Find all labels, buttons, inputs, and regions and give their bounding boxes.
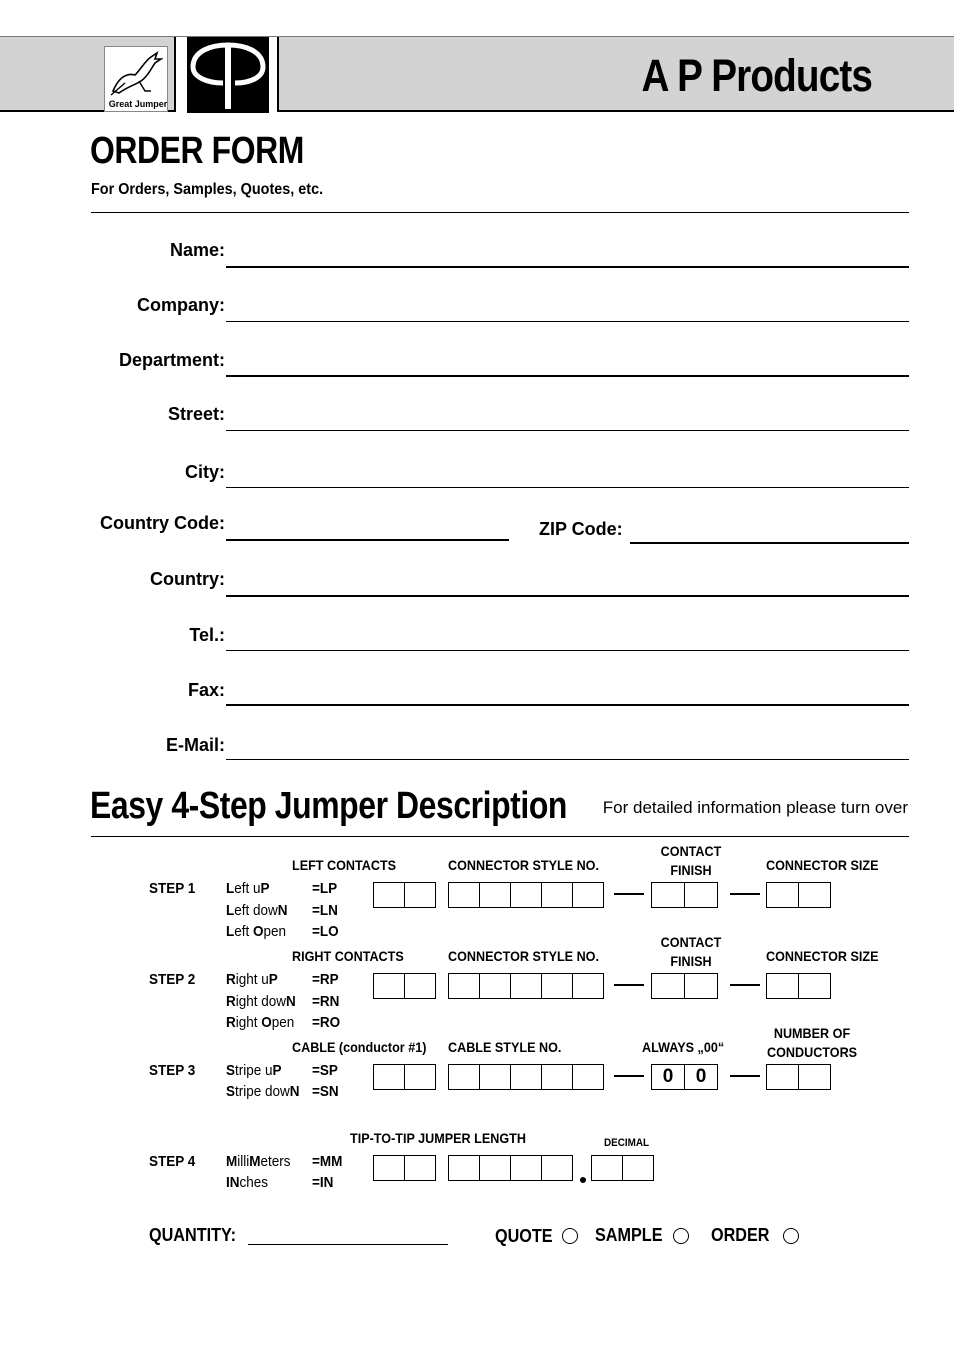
entry-box[interactable] <box>373 973 405 999</box>
entry-box[interactable] <box>766 1064 799 1090</box>
step2-contacts-boxes[interactable] <box>373 973 436 999</box>
option-stripe-up: Stripe uP <box>226 1062 282 1079</box>
step2-style-boxes[interactable] <box>448 973 604 999</box>
option-inches: INches <box>226 1174 269 1191</box>
country-label: Country: <box>150 569 225 589</box>
order-radio[interactable] <box>783 1228 799 1244</box>
quantity-label: QUANTITY: <box>149 1225 236 1245</box>
always-00-header: ALWAYS „00“ <box>642 1039 725 1055</box>
quantity-field[interactable] <box>248 1244 448 1245</box>
entry-box[interactable] <box>572 882 604 908</box>
zip-label: ZIP Code: <box>539 519 623 539</box>
step4-decimal-boxes[interactable] <box>591 1155 654 1181</box>
step4-label: STEP 4 <box>149 1153 196 1170</box>
code-lo: =LO <box>312 923 339 940</box>
option-left-down: Left dowN <box>226 902 288 919</box>
department-label: Department: <box>118 350 225 370</box>
entry-box[interactable] <box>404 882 436 908</box>
email-field[interactable] <box>226 759 909 760</box>
step1-style-boxes[interactable] <box>448 882 604 908</box>
entry-box[interactable] <box>541 973 573 999</box>
step1-contacts-boxes[interactable] <box>373 882 436 908</box>
entry-box[interactable] <box>404 973 436 999</box>
connector-style-header: CONNECTOR STYLE NO. <box>448 948 599 964</box>
decimal-header: DECIMAL <box>604 1137 650 1149</box>
entry-box[interactable] <box>541 882 573 908</box>
fax-field[interactable] <box>226 704 909 706</box>
step1-label: STEP 1 <box>149 880 196 897</box>
contact-header-line2: FINISH <box>670 953 712 969</box>
code-sp: =SP <box>312 1062 338 1079</box>
contact-header-line1: CONTACT <box>660 934 722 950</box>
separator-dash <box>614 1075 644 1077</box>
step2-label: STEP 2 <box>149 971 196 988</box>
option-millimeters: MilliMeters <box>226 1153 291 1170</box>
option-left-open: Left Open <box>226 923 287 940</box>
code-sn: =SN <box>312 1083 339 1100</box>
separator-dash <box>730 984 760 986</box>
entry-box[interactable] <box>373 1155 405 1181</box>
step1-finish-boxes[interactable] <box>651 882 718 908</box>
step3-style-boxes[interactable] <box>448 1064 604 1090</box>
step1-size-boxes[interactable] <box>766 882 831 908</box>
city-label: City: <box>185 462 225 482</box>
code-mm: =MM <box>312 1153 343 1170</box>
option-right-down: Right dowN <box>226 993 296 1010</box>
number-of-conductors-header <box>767 1024 857 1062</box>
separator-dash <box>614 893 644 895</box>
entry-box[interactable] <box>766 973 799 999</box>
entry-box[interactable] <box>404 1155 436 1181</box>
length-header: TIP-TO-TIP JUMPER LENGTH <box>350 1130 526 1146</box>
entry-box[interactable] <box>373 1064 405 1090</box>
step3-conductors-boxes[interactable] <box>766 1064 831 1090</box>
entry-box[interactable] <box>448 973 480 999</box>
email-label: E-Mail: <box>165 735 225 755</box>
entry-box[interactable] <box>510 882 542 908</box>
entry-box[interactable] <box>479 882 511 908</box>
step2-size-boxes[interactable] <box>766 973 831 999</box>
street-label: Street: <box>167 404 225 424</box>
sample-radio[interactable] <box>673 1228 689 1244</box>
quote-label: QUOTE <box>495 1226 553 1246</box>
connector-size-header: CONNECTOR SIZE <box>766 948 879 964</box>
code-rp: =RP <box>312 971 339 988</box>
entry-box[interactable] <box>622 1155 654 1181</box>
entry-box[interactable] <box>572 973 604 999</box>
entry-box[interactable] <box>448 1064 480 1090</box>
tel-field[interactable] <box>226 650 909 651</box>
code-ro: =RO <box>312 1014 341 1031</box>
department-field[interactable] <box>226 375 909 377</box>
entry-box[interactable] <box>479 1155 511 1181</box>
step4-length-boxes-b[interactable] <box>448 1155 573 1181</box>
entry-box[interactable] <box>651 882 685 908</box>
entry-box[interactable] <box>651 973 685 999</box>
section-title: Easy 4-Step Jumper Description <box>90 785 568 827</box>
entry-box[interactable] <box>541 1064 573 1090</box>
section-note: For detailed information please turn over <box>602 798 908 817</box>
step3-cable-boxes[interactable] <box>373 1064 436 1090</box>
quote-radio[interactable] <box>562 1228 578 1244</box>
title-divider <box>91 212 909 213</box>
contact-header-line2: FINISH <box>670 862 712 878</box>
connector-style-header: CONNECTOR STYLE NO. <box>448 857 599 873</box>
brand-name: A P Products <box>641 50 872 101</box>
page-title: ORDER FORM <box>90 130 304 172</box>
code-ln: =LN <box>312 902 338 919</box>
fixed-digit: 0 <box>651 1064 685 1090</box>
option-right-open: Right Open <box>226 1014 295 1031</box>
name-field[interactable] <box>226 266 909 268</box>
order-label: ORDER <box>711 1225 770 1245</box>
decimal-point <box>580 1177 586 1183</box>
entry-box[interactable] <box>448 1155 480 1181</box>
entry-box[interactable] <box>572 1064 604 1090</box>
option-right-up: Right uP <box>226 971 278 988</box>
cable-header: CABLE (conductor #1) <box>292 1039 427 1055</box>
connector-size-header: CONNECTOR SIZE <box>766 857 879 873</box>
entry-box[interactable] <box>373 882 405 908</box>
entry-box[interactable] <box>798 973 831 999</box>
option-left-up: Left uP <box>226 880 270 897</box>
cable-style-header: CABLE STYLE NO. <box>448 1039 562 1055</box>
step4-length-boxes-a[interactable] <box>373 1155 436 1181</box>
entry-box[interactable] <box>798 1064 831 1090</box>
contact-finish-header <box>654 933 728 971</box>
left-contacts-header: LEFT CONTACTS <box>292 857 397 873</box>
tel-label: Tel.: <box>189 625 225 645</box>
contact-finish-header <box>654 842 728 880</box>
section-divider <box>91 836 909 837</box>
entry-box[interactable] <box>404 1064 436 1090</box>
fixed-digit: 0 <box>684 1064 718 1090</box>
entry-box[interactable] <box>798 882 831 908</box>
step2-finish-boxes[interactable] <box>651 973 718 999</box>
step3-fixed-boxes <box>651 1064 718 1090</box>
separator-dash <box>614 984 644 986</box>
entry-box[interactable] <box>479 973 511 999</box>
separator-dash <box>730 1075 760 1077</box>
name-label: Name: <box>169 240 225 260</box>
country-field[interactable] <box>226 595 909 597</box>
entry-box[interactable] <box>479 1064 511 1090</box>
country-code-field[interactable] <box>226 539 509 541</box>
country-code-label: Country Code: <box>100 513 225 533</box>
code-lp: =LP <box>312 880 338 897</box>
right-contacts-header: RIGHT CONTACTS <box>292 948 404 964</box>
entry-box[interactable] <box>510 1155 542 1181</box>
entry-box[interactable] <box>541 1155 573 1181</box>
entry-box[interactable] <box>591 1155 623 1181</box>
step3-label: STEP 3 <box>149 1062 196 1079</box>
sample-label: SAMPLE <box>595 1225 663 1245</box>
code-rn: =RN <box>312 993 340 1010</box>
separator-dash <box>730 893 760 895</box>
fax-label: Fax: <box>187 680 225 700</box>
entry-box[interactable] <box>510 973 542 999</box>
company-label: Company: <box>136 295 225 315</box>
company-field[interactable] <box>226 321 909 322</box>
conductors-header-line1: NUMBER OF <box>773 1025 851 1041</box>
entry-box[interactable] <box>684 973 718 999</box>
entry-box[interactable] <box>510 1064 542 1090</box>
entry-box[interactable] <box>766 882 799 908</box>
entry-box[interactable] <box>684 882 718 908</box>
contact-header-line1: CONTACT <box>660 843 722 859</box>
logo-caption: Great Jumper <box>108 99 168 109</box>
zip-field[interactable] <box>630 542 909 544</box>
option-stripe-down: Stripe dowN <box>226 1083 300 1100</box>
conductors-header-line2: CONDUCTORS <box>767 1044 858 1060</box>
code-in: =IN <box>312 1174 334 1191</box>
entry-box[interactable] <box>448 882 480 908</box>
city-field[interactable] <box>226 487 909 488</box>
street-field[interactable] <box>226 430 909 431</box>
ap-logo-icon <box>187 37 269 113</box>
page-subtitle: For Orders, Samples, Quotes, etc. <box>91 181 324 198</box>
